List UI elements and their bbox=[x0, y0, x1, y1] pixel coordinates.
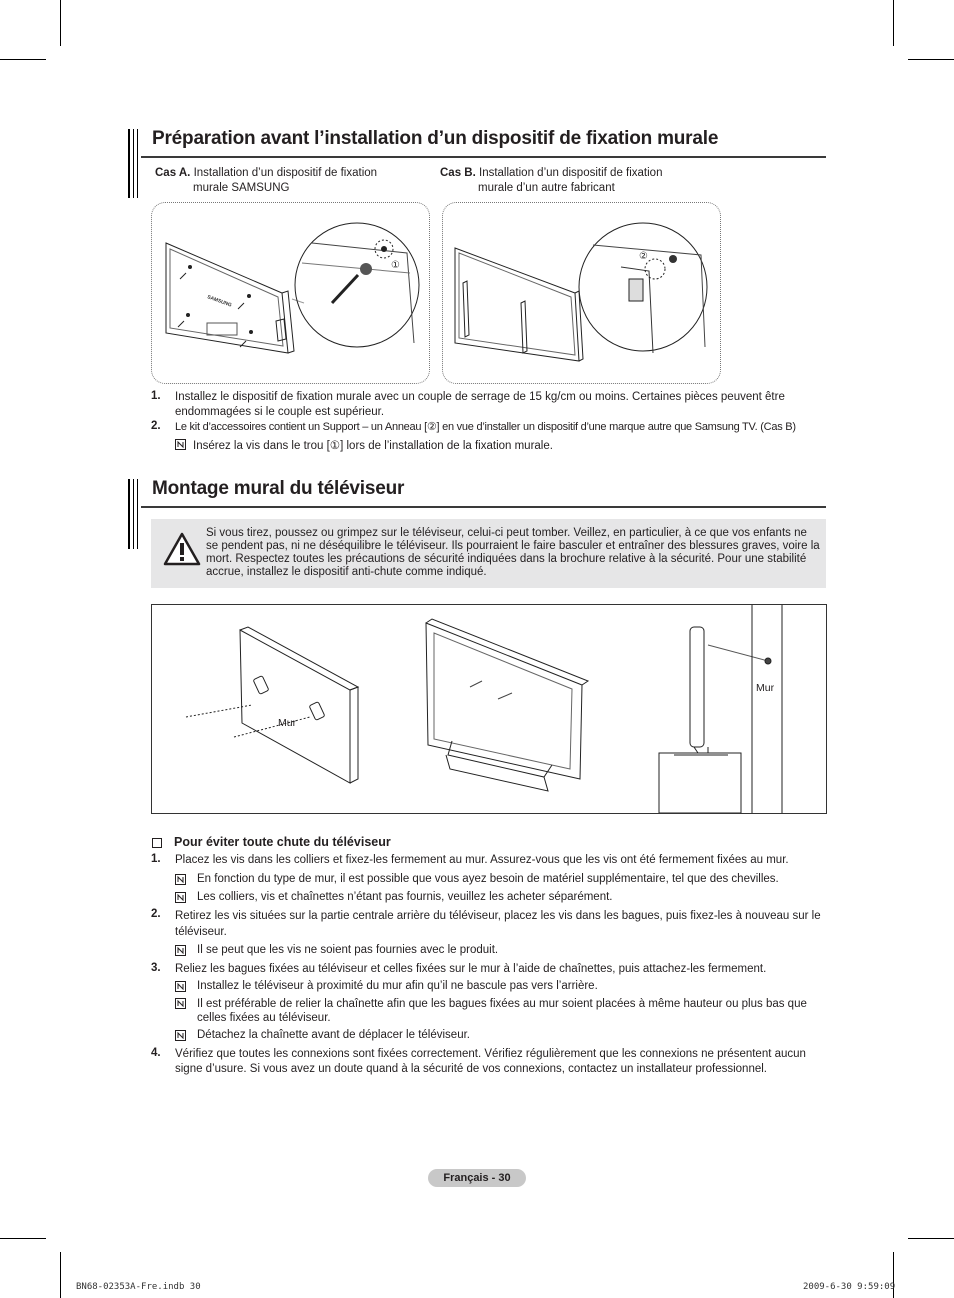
checkbox-bullet bbox=[152, 838, 162, 848]
tv-back-illustration bbox=[152, 203, 429, 383]
note-icon bbox=[175, 892, 186, 903]
step-text: Placez les vis dans les colliers et fixez-les fermement au mur. Assurez-vous que les vis ont été fermement fixées au mur. bbox=[175, 854, 789, 866]
step-number: 1. bbox=[151, 853, 161, 865]
crop-mark bbox=[60, 0, 61, 46]
subheading: Pour éviter toute chute du téléviseur bbox=[174, 835, 391, 849]
warning-icon bbox=[163, 532, 201, 566]
note-text: Les colliers, vis et chaînettes n’étant pas fournis, veuillez les acheter séparément. bbox=[197, 891, 613, 903]
step-text: Reliez les bagues fixées au téléviseur et celles fixées sur le mur à l’aide de chaînettes, puis attachez-les fermement. bbox=[175, 963, 767, 975]
svg-text:②: ② bbox=[639, 251, 648, 262]
note-icon bbox=[175, 998, 186, 1009]
note-icon bbox=[175, 1030, 186, 1041]
note-text: Détachez la chaînette avant de déplacer le téléviseur. bbox=[197, 1029, 470, 1041]
list-item: Installez le dispositif de fixation murale avec un couple de serrage de 15 kg/cm ou moins. Certaines pièces peuvent être endommagées si le couple est supérieur. bbox=[175, 391, 785, 418]
section-rule bbox=[141, 506, 826, 508]
step-number: 2. bbox=[151, 908, 161, 920]
crop-mark bbox=[908, 59, 954, 60]
crop-mark bbox=[0, 59, 46, 60]
section-rule bbox=[141, 156, 826, 158]
section-accent-bar bbox=[137, 479, 138, 549]
note-text: Installez le téléviseur à proximité du mur afin qu’il ne bascule pas vers l’arrière. bbox=[197, 980, 598, 992]
note-text: En fonction du type de mur, il est possible que vous ayez besoin de matériel supplémentaire, tel que des chevilles. bbox=[197, 873, 779, 885]
step-text: Retirez les vis situées sur la partie centrale arrière du téléviseur, placez les vis dans les bagues, puis fixez-les à nouveau sur le téléviseur. bbox=[175, 910, 821, 938]
wall-label: Mur bbox=[278, 717, 297, 729]
print-slug-right: 2009-6-30 9:59:09 bbox=[803, 1282, 896, 1292]
svg-text:SAMSUNG: SAMSUNG bbox=[206, 294, 233, 309]
page-number: Français - 30 bbox=[428, 1169, 526, 1187]
case-a-label: Cas A. Installation d’un dispositif de fixation murale SAMSUNG bbox=[155, 167, 378, 194]
figure-case-b bbox=[442, 202, 721, 384]
note-icon bbox=[175, 945, 186, 956]
crop-mark bbox=[60, 1252, 61, 1298]
section-accent-bar bbox=[137, 129, 138, 198]
note-icon bbox=[175, 874, 186, 885]
note-text: Il est préférable de relier la chaînette afin que les bagues fixées au mur soient placées à même hauteur ou plus bas que celles fixées au téléviseur. bbox=[197, 998, 807, 1024]
note-text: Insérez la vis dans le trou [①] lors de l’installation de la fixation murale. bbox=[193, 440, 553, 452]
case-b-label: Cas B. Installation d’un dispositif de fixation murale d’un autre fabricant bbox=[440, 167, 663, 194]
section-accent-bar bbox=[128, 479, 130, 549]
step-number: 3. bbox=[151, 962, 161, 974]
print-slug-left: BN68-02353A-Fre.indb 30 bbox=[76, 1282, 201, 1292]
note-icon bbox=[175, 981, 186, 992]
wall-mount-figure bbox=[151, 604, 827, 814]
anti-tip-illustration bbox=[152, 605, 826, 813]
note-icon bbox=[175, 439, 186, 450]
section-accent-bar bbox=[133, 129, 134, 198]
step-text: Vérifiez que toutes les connexions sont fixées correctement. Vérifiez régulièrement que les connexions ne présentent aucun signe d’usure. Si vous avez un doute quand à la sécurité de vos connexions, contactez un installateur professionnel. bbox=[175, 1048, 806, 1075]
section-title: Montage mural du téléviseur bbox=[152, 478, 405, 499]
crop-mark bbox=[0, 1238, 46, 1239]
wall-label: Mur bbox=[756, 682, 775, 694]
step-number: 4. bbox=[151, 1047, 161, 1059]
section-title: Préparation avant l’installation d’un dispositif de fixation murale bbox=[152, 128, 719, 149]
list-item: Le kit d’accessoires contient un Support – un Anneau [②] en vue d’installer un dispositif d’une marque autre que Samsung TV. (Cas B) bbox=[175, 421, 796, 433]
crop-mark bbox=[908, 1238, 954, 1239]
figure-case-a bbox=[151, 202, 430, 384]
warning-text: Si vous tirez, poussez ou grimpez sur le téléviseur, celui-ci peut tomber. Veillez, en particulier, à ce que vos enfants ne se pendent pas, ni ne déséquilibre le téléviseur. Ils pourraient le faire basculer et entraîner des blessures graves, voire la mort. Respectez toutes les précautions de sécurité indiquées dans la brochure relative à la sécurité. Pour une stabilité accrue, installez le dispositif anti-chute comme indiqué. bbox=[206, 527, 820, 578]
svg-text:①: ① bbox=[391, 260, 400, 271]
section-accent-bar bbox=[128, 129, 130, 198]
tv-back-illustration bbox=[443, 203, 720, 383]
list-number: 1. bbox=[151, 390, 161, 402]
section-accent-bar bbox=[133, 479, 134, 549]
note-text: Il se peut que les vis ne soient pas fournies avec le produit. bbox=[197, 944, 499, 956]
crop-mark bbox=[893, 0, 894, 46]
list-number: 2. bbox=[151, 420, 161, 432]
